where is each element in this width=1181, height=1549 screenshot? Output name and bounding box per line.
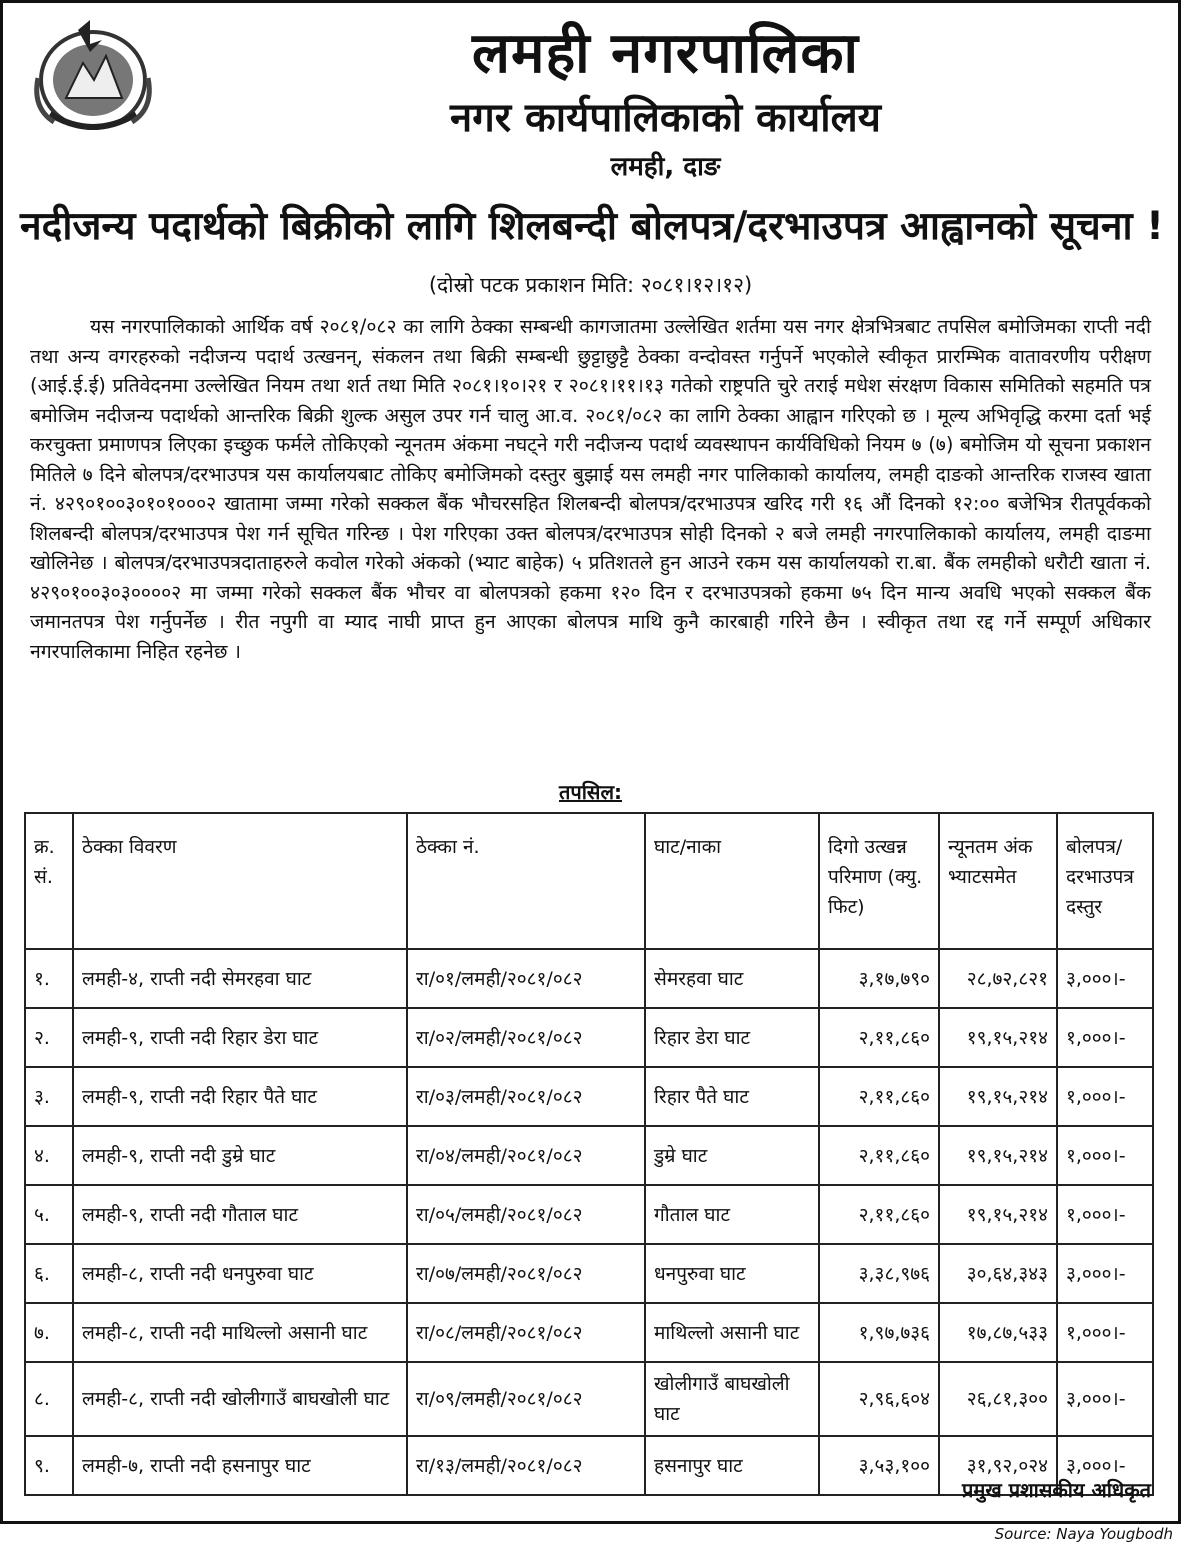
serial-cell: ५. — [25, 1185, 73, 1244]
contract-number-cell: रा/१३/लमही/२०८१/०८२ — [407, 1436, 645, 1495]
contract-description-cell: लमही-४, राप्ती नदी सेमरहवा घाट — [73, 949, 407, 1008]
ghat-cell: माथिल्लो असानी घाट — [645, 1303, 819, 1362]
contract-number-cell: रा/०९/लमही/२०८१/०८२ — [407, 1362, 645, 1436]
extraction-quantity-cell: २,११,८६० — [819, 1185, 939, 1244]
minimum-amount-cell: ३०,६४,३४३ — [939, 1244, 1057, 1303]
table-row — [25, 1185, 1153, 1244]
extraction-quantity-cell: ३,३८,९७६ — [819, 1244, 939, 1303]
column-header: ठेक्का विवरण — [73, 813, 407, 949]
minimum-amount-cell: १९,१५,२१४ — [939, 1067, 1057, 1126]
serial-cell: १. — [25, 949, 73, 1008]
fee-cell: १,०००।- — [1057, 1008, 1153, 1067]
minimum-amount-cell: २६,८१,३०० — [939, 1362, 1057, 1436]
ghat-cell: डुम्रे घाट — [645, 1126, 819, 1185]
table-row — [25, 1244, 1153, 1303]
fee-cell: १,०००।- — [1057, 1067, 1153, 1126]
contract-number-cell: रा/०७/लमही/२०८१/०८२ — [407, 1244, 645, 1303]
source-credit: Source: Naya Yougbodh — [994, 1525, 1173, 1543]
column-header: बोलपत्र/ दरभाउपत्र दस्तुर — [1057, 813, 1153, 949]
table-row — [25, 1067, 1153, 1126]
contract-description-cell: लमही-९, राप्ती नदी रिहार पैते घाट — [73, 1067, 407, 1126]
table-row — [25, 949, 1153, 1008]
serial-cell: ४. — [25, 1126, 73, 1185]
column-header: न्यूनतम अंक भ्याटसमेत — [939, 813, 1057, 949]
fee-cell: ३,०००।- — [1057, 949, 1153, 1008]
fee-cell: १,०००।- — [1057, 1126, 1153, 1185]
contract-number-cell: रा/०१/लमही/२०८१/०८२ — [407, 949, 645, 1008]
notice-title: नदीजन्य पदार्थको बिक्रीको लागि शिलबन्दी बोलपत्र/दरभाउपत्र आह्वानको सूचना ! — [20, 204, 1164, 249]
minimum-amount-cell: १९,१५,२१४ — [939, 1008, 1057, 1067]
ghat-cell: धनपुरुवा घाट — [645, 1244, 819, 1303]
column-header: क्र. सं. — [25, 813, 73, 949]
minimum-amount-cell: २८,७२,८२१ — [939, 949, 1057, 1008]
schedule-table — [24, 812, 1154, 1496]
fee-cell: १,०००।- — [1057, 1303, 1153, 1362]
minimum-amount-cell: ३१,९२,०२४ — [939, 1436, 1057, 1495]
column-header: ठेक्का नं. — [407, 813, 645, 949]
contract-description-cell: लमही-८, राप्ती नदी धनपुरुवा घाट — [73, 1244, 407, 1303]
contract-number-cell: रा/०३/लमही/२०८१/०८२ — [407, 1067, 645, 1126]
table-row — [25, 1126, 1153, 1185]
ghat-cell: सेमरहवा घाट — [645, 949, 819, 1008]
minimum-amount-cell: १९,१५,२१४ — [939, 1126, 1057, 1185]
schedule-heading: तपसिल: — [558, 780, 623, 804]
serial-cell: ६. — [25, 1244, 73, 1303]
fee-cell: ३,०००।- — [1057, 1436, 1153, 1495]
table-row — [25, 1362, 1153, 1436]
ghat-cell: गौताल घाट — [645, 1185, 819, 1244]
contract-description-cell: लमही-९, राप्ती नदी डुम्रे घाट — [73, 1126, 407, 1185]
serial-cell: २. — [25, 1008, 73, 1067]
minimum-amount-cell: १७,८७,५३३ — [939, 1303, 1057, 1362]
contract-description-cell: लमही-९, राप्ती नदी रिहार डेरा घाट — [73, 1008, 407, 1067]
column-header: घाट/नाका — [645, 813, 819, 949]
contract-number-cell: रा/०५/लमही/२०८१/०८२ — [407, 1185, 645, 1244]
notice-body: यस नगरपालिकाको आर्थिक वर्ष २०८१/०८२ का लागि ठेक्का सम्बन्धी कागजातमा उल्लेखित शर्तमा यस नगर क्षेत्रभित्रबाट तपसिल बमोजिमका राप्ती नदी तथा अन्य वगरहरुको नदीजन्य पदार्थ उत्खनन्, संकलन तथा बिक्री सम्बन्धी छुट्टाछुट्टै ठेक्का वन्दोवस्त गर्नुपर्ने भएकोले स्वीकृत प्रारम्भिक वातावरणीय परीक्षण (आई.ई.ई) प्रतिवेदनमा उल्लेखित नियम तथा शर्त तथा मिति २०८१।१०।२१ र २०८१।११।१३ गतेको राष्ट्रपति चुरे तराई मधेश संरक्षण विकास समितिको सहमति पत्र बमोजिम नदीजन्य पदार्थको आन्तरिक बिक्री शुल्क असुल उपर गर्न चालु आ.व. २०८१/०८२ का लागि ठेक्का आह्वान गरिएको छ । मूल्य अभिवृद्धि करमा दर्ता भई करचुक्ता प्रमाणपत्र लिएका इच्छुक फर्मले तोकिएको न्यूनतम अंकमा नघट्ने गरी नदीजन्य पदार्थ व्यवस्थापन कार्यविधिको नियम ७ (७) बमोजिम यो सूचना प्रकाशन मितिले ७ दिने बोलपत्र/दरभाउपत्र यस कार्यालयबाट तोकिए बमोजिमको दस्तुर बुझाई यस लमही नगर पालिकाको कार्यालय, लमही दाङको आन्तरिक राजस्व खाता नं. ४२९०१००३०१०१०००२ खातामा जम्मा गरेको सक्कल बैंक भौचरसहित शिलबन्दी बोलपत्र/दरभाउपत्र खरिद गरी १६ औं दिनको १२:०० बजेभित्र रीतपूर्वकको शिलबन्दी बोलपत्र/दरभाउपत्र पेश गर्न सूचित गरिन्छ । पेश गरिएका उक्त बोलपत्र/दरभाउपत्र सोही दिनको २ बजे लमही नगरपालिकाको कार्यालय, लमही दाङमा खोलिनेछ । बोलपत्र/दरभाउपत्रदाताहरुले कवोल गरेको अंकको (भ्याट बाहेक) ५ प्रतिशतले हुन आउने रकम यस कार्यालयको रा.बा. बैंक लमहीको धरौटी खाता नं. ४२९०१००३०३००००२ मा जम्मा गरेको सक्कल बैंक भौचर वा बोलपत्रको हकमा १२० दिन र दरभाउपत्रको हकमा ७५ दिन मान्य अवधि भएको सक्कल बैंक जमानतपत्र पेश गर्नुपर्नेछ । रीत नपुगी वा म्याद नाघी प्राप्त हुन आएका बोलपत्र माथि कुनै कारबाही गरिने छैन । स्वीकृत तथा रद्द गर्ने सम्पूर्ण अधिकार नगरपालिकामा निहित रहनेछ । — [30, 315, 1151, 663]
office-location: लमही, दाङ — [610, 152, 721, 182]
serial-cell: ३. — [25, 1067, 73, 1126]
notice-subtitle: (दोस्रो पटक प्रकाशन मिति: २०८१।१२।१२) — [428, 273, 753, 297]
table-row — [25, 1303, 1153, 1362]
ghat-cell: हसनापुर घाट — [645, 1436, 819, 1495]
ghat-cell: रिहार पैते घाट — [645, 1067, 819, 1126]
contract-number-cell: रा/०४/लमही/२०८१/०८२ — [407, 1126, 645, 1185]
signatory: प्रमुख प्रशासकीय अधिकृत — [962, 1478, 1151, 1502]
org-name: लमही नगरपालिका — [471, 21, 859, 86]
extraction-quantity-cell: २,९६,६०४ — [819, 1362, 939, 1436]
contract-number-cell: रा/०८/लमही/२०८१/०८२ — [407, 1303, 645, 1362]
extraction-quantity-cell: २,११,८६० — [819, 1126, 939, 1185]
contract-description-cell: लमही-८, राप्ती नदी खोलीगाउँ बाघखोली घाट — [73, 1362, 407, 1436]
fee-cell: १,०००।- — [1057, 1185, 1153, 1244]
extraction-quantity-cell: ३,५३,१०० — [819, 1436, 939, 1495]
ghat-cell: रिहार डेरा घाट — [645, 1008, 819, 1067]
table-header-row — [25, 813, 1153, 949]
extraction-quantity-cell: २,११,८६० — [819, 1008, 939, 1067]
office-name: नगर कार्यपालिकाको कार्यालय — [450, 95, 881, 141]
extraction-quantity-cell: २,११,८६० — [819, 1067, 939, 1126]
serial-cell: ७. — [25, 1303, 73, 1362]
serial-cell: ८. — [25, 1362, 73, 1436]
contract-description-cell: लमही-९, राप्ती नदी गौताल घाट — [73, 1185, 407, 1244]
fee-cell: ३,०००।- — [1057, 1362, 1153, 1436]
serial-cell: ९. — [25, 1436, 73, 1495]
nepal-government-emblem-icon — [28, 18, 158, 136]
extraction-quantity-cell: ३,१७,७९० — [819, 949, 939, 1008]
ghat-cell: खोलीगाउँ बाघखोली घाट — [645, 1362, 819, 1436]
extraction-quantity-cell: १,९७,७३६ — [819, 1303, 939, 1362]
contract-description-cell: लमही-८, राप्ती नदी माथिल्लो असानी घाट — [73, 1303, 407, 1362]
fee-cell: ३,०००।- — [1057, 1244, 1153, 1303]
table-row — [25, 1008, 1153, 1067]
minimum-amount-cell: १९,१५,२१४ — [939, 1185, 1057, 1244]
contract-number-cell: रा/०२/लमही/२०८१/०८२ — [407, 1008, 645, 1067]
column-header: दिगो उत्खन्न परिमाण (क्यु. फिट) — [819, 813, 939, 949]
contract-description-cell: लमही-७, राप्ती नदी हसनापुर घाट — [73, 1436, 407, 1495]
